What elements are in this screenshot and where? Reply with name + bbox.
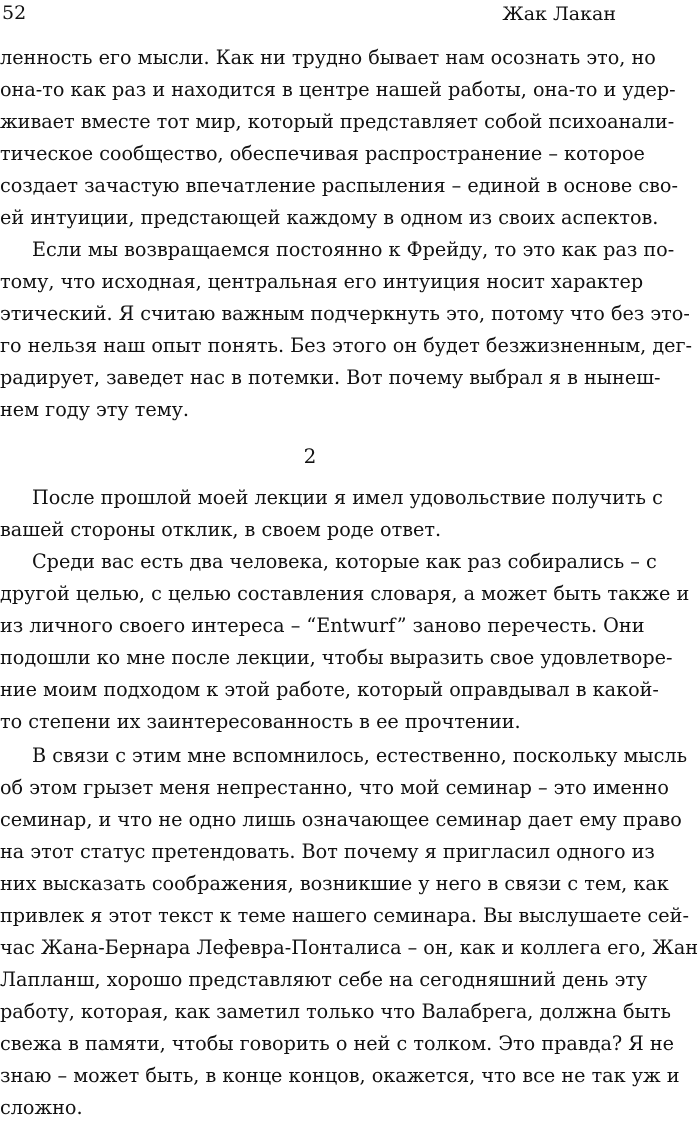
text-line: ние моим подходом к этой работе, который оправдывал в какой- [0,678,659,701]
text-line: то степени их заинтересованность в ее прочтении. [0,710,521,733]
text-line: Среди вас есть два человека, которые как раз собирались – с [32,550,657,573]
text-line: семинар, и что не одно лишь означающее семинар дает ему право [0,808,682,831]
text-line: В связи с этим мне вспомнилось, естественно, поскольку мысль [32,744,688,767]
text-line: го нельзя наш опыт понять. Без этого он будет безжизненным, дег- [0,334,693,357]
text-line: ей интуиции, предстающей каждому в одном из своих аспектов. [0,206,659,229]
text-line: этический. Я считаю важным подчеркнуть это, потому что без это- [0,302,690,325]
text-line: на этот статус претендовать. Вот почему я пригласил одного из [0,840,655,863]
text-line: тическое сообщество, обеспечивая распространение – которое [0,142,645,165]
text-line: сложно. [0,1096,83,1119]
text-line: привлек я этот текст к теме нашего семинара. Вы выслушаете сей- [0,904,689,927]
text-line: После прошлой моей лекции я имел удовольствие получить с [32,486,663,509]
text-line: она-то как раз и находится в центре нашей работы, она-то и удер- [0,78,676,101]
text-line: из личного своего интереса – “Entwurf” заново перечесть. Они [0,614,645,637]
text-line: создает зачастую впечатление распыления – единой в основе сво- [0,174,678,197]
text-line: Если мы возвращаемся постоянно к Фрейду, то это как раз по- [32,238,675,261]
text-line: другой целью, с целью составления словаря, а может быть также и [0,582,690,605]
text-line: ленность его мысли. Как ни трудно бывает нам осознать это, но [0,46,656,69]
text-line: работу, которая, как заметил только что Валабрега, должна быть [0,1000,671,1023]
text-line: свежа в памяти, чтобы говорить о ней с толком. Это правда? Я не [0,1032,675,1055]
text-line: знаю – может быть, в конце концов, окажется, что все не так уж и [0,1064,680,1087]
running-head: Жак Лакан [502,3,616,25]
text-line: об этом грызет меня непрестанно, что мой семинар – это именно [0,776,669,799]
text-line: Лапланш, хорошо представляют себе на сегодняшний день эту [0,968,648,991]
text-line: нем году эту тему. [0,398,190,421]
text-line: час Жана-Бернара Лефевра-Понталиса – он, как и коллега его, Жан [0,936,698,959]
text-line: них высказать соображения, возникшие у него в связи с тем, как [0,872,669,895]
page-header [0,0,620,30]
text-line: тому, что исходная, центральная его интуиция носит характер [0,270,644,293]
text-line: живает вместе тот мир, который представляет собой психоанали- [0,110,675,133]
page-number: 52 [2,2,27,24]
text-line: подошли ко мне после лекции, чтобы выразить свое удовлетворе- [0,646,673,669]
section-number: 2 [303,444,317,468]
text-line: вашей стороны отклик, в своем роде ответ. [0,518,442,541]
text-line: радирует, заведет нас в потемки. Вот почему выбрал я в нынеш- [0,366,661,389]
